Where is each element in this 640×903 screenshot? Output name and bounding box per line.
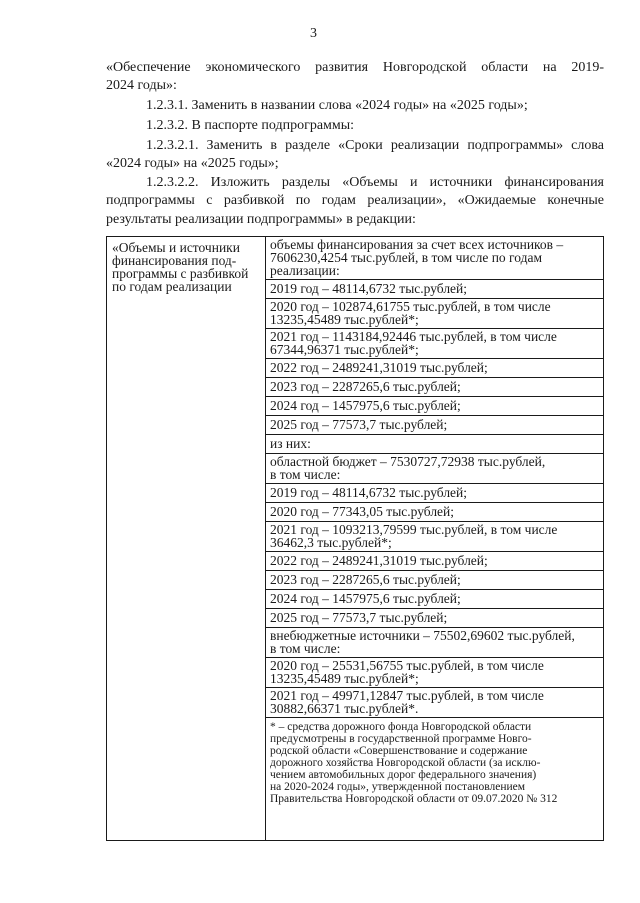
- financing-item-line: областной бюджет – 7530727,72938 тыс.рублей,: [270, 454, 546, 469]
- financing-item: [266, 299, 603, 329]
- financing-item: [266, 552, 603, 571]
- financing-item: [266, 435, 603, 454]
- financing-details-cell: [266, 237, 604, 841]
- footnote-line: чением автомобильных дорог федерального значения): [270, 769, 537, 781]
- financing-item: [266, 571, 603, 590]
- financing-item-line: объемы финансирования за счет всех источников –: [270, 237, 564, 252]
- financing-item-line: 2020 год – 102874,61755 тыс.рублей, в том числе: [270, 299, 551, 314]
- paragraph-1-2-3-2-1-line-1: 1.2.3.2.1. Заменить в разделе «Сроки реализации подпрограммы» слова: [146, 138, 604, 153]
- footnote-line: родской области «Совершенствование и содержание: [270, 745, 528, 757]
- financing-item-line: 2022 год – 2489241,31019 тыс.рублей;: [270, 553, 488, 568]
- financing-item-line: реализации:: [270, 263, 340, 278]
- footnote-line: Правительства Новгородской области от 09.07.2020 № 312: [270, 793, 558, 805]
- financing-details: [266, 237, 603, 718]
- financing-item: [266, 454, 603, 484]
- financing-item-line: 2022 год – 2489241,31019 тыс.рублей;: [270, 360, 488, 375]
- financing-item: [266, 688, 603, 718]
- financing-item: [266, 484, 603, 503]
- financing-item: [266, 658, 603, 688]
- section-title-line: программы с разбивкой: [112, 266, 249, 281]
- section-title: [107, 237, 265, 293]
- intro-line-1: «Обеспечение экономического развития Новгородской области на 2019-: [106, 60, 604, 75]
- financing-item-line: 30882,66371 тыс.рублей*.: [270, 701, 419, 716]
- financing-item-line: внебюджетные источники – 75502,69602 тыс.рублей,: [270, 628, 575, 643]
- financing-item-line: из них:: [270, 436, 311, 451]
- section-title-line: финансирования под-: [112, 253, 237, 268]
- financing-item-line: 36462,3 тыс.рублей*;: [270, 535, 392, 550]
- intro-line-2: 2024 годы»:: [106, 78, 177, 93]
- financing-item-line: в том числе:: [270, 467, 341, 482]
- financing-item-line: 2025 год – 77573,7 тыс.рублей;: [270, 610, 448, 625]
- financing-item-line: 2023 год – 2287265,6 тыс.рублей;: [270, 572, 461, 587]
- financing-item: [266, 503, 603, 522]
- financing-table: [106, 236, 604, 841]
- footnote: [266, 718, 603, 807]
- financing-item-line: 67344,96371 тыс.рублей*;: [270, 342, 419, 357]
- financing-item: [266, 628, 603, 658]
- financing-item: [266, 329, 603, 359]
- footnote-line: дорожного хозяйства Новгородской области (за исклю-: [270, 757, 541, 769]
- financing-item-line: 2019 год – 48114,6732 тыс.рублей;: [270, 485, 468, 500]
- financing-item-line: в том числе:: [270, 641, 341, 656]
- financing-item-line: 13235,45489 тыс.рублей*;: [270, 312, 419, 327]
- financing-item-line: 2021 год – 49971,12847 тыс.рублей, в том числе: [270, 688, 544, 703]
- financing-item-line: 2023 год – 2287265,6 тыс.рублей;: [270, 379, 461, 394]
- paragraph-1-2-3-2-2-line-3: результаты реализации подпрограммы» в редакции:: [106, 212, 416, 227]
- paragraph-1-2-3-2-2-line-2: подпрограммы с разбивкой по годам реализации», «Ожидаемые конечные: [106, 193, 604, 208]
- financing-item-line: 2021 год – 1093213,79599 тыс.рублей, в том числе: [270, 522, 558, 537]
- financing-item-line: 2024 год – 1457975,6 тыс.рублей;: [270, 591, 461, 606]
- financing-item-line: 2024 год – 1457975,6 тыс.рублей;: [270, 398, 461, 413]
- financing-item-line: 2025 год – 77573,7 тыс.рублей;: [270, 417, 448, 432]
- footnote-line: на 2020-2024 годы», утвержденной постановлением: [270, 781, 526, 793]
- financing-item-line: 2020 год – 25531,56755 тыс.рублей, в том числе: [270, 658, 544, 673]
- section-title-line: по годам реализации: [112, 279, 232, 294]
- financing-item: [266, 609, 603, 628]
- footnote-line: * – средства дорожного фонда Новгородской области: [270, 721, 532, 733]
- page-number: 3: [310, 26, 317, 41]
- financing-item: [266, 280, 603, 299]
- section-title-cell: [107, 237, 266, 841]
- financing-item-line: 2020 год – 77343,05 тыс.рублей;: [270, 504, 455, 519]
- financing-item: [266, 397, 603, 416]
- financing-table-row: [107, 237, 604, 841]
- paragraph-1-2-3-1: 1.2.3.1. Заменить в названии слова «2024 годы» на «2025 годы»;: [146, 98, 528, 113]
- financing-item: [266, 590, 603, 609]
- financing-item: [266, 522, 603, 552]
- financing-item: [266, 359, 603, 378]
- financing-item-line: 13235,45489 тыс.рублей*;: [270, 671, 419, 686]
- paragraph-1-2-3-2-1-line-2: «2024 годы» на «2025 годы»;: [106, 156, 279, 171]
- financing-item-line: 2021 год – 1143184,92446 тыс.рублей, в том числе: [270, 329, 557, 344]
- financing-item: [266, 416, 603, 435]
- paragraph-1-2-3-2-2-line-1: 1.2.3.2.2. Изложить разделы «Объемы и источники финансирования: [146, 175, 604, 190]
- section-title-line: «Объемы и источники: [112, 240, 240, 255]
- financing-item-line: 7606230,4254 тыс.рублей, в том числе по годам: [270, 250, 543, 265]
- financing-item: [266, 237, 603, 280]
- financing-item: [266, 378, 603, 397]
- financing-item-line: 2019 год – 48114,6732 тыс.рублей;: [270, 281, 468, 296]
- paragraph-1-2-3-2: 1.2.3.2. В паспорте подпрограммы:: [146, 118, 355, 133]
- footnote-line: предусмотрены в государственной программе Новго-: [270, 733, 532, 745]
